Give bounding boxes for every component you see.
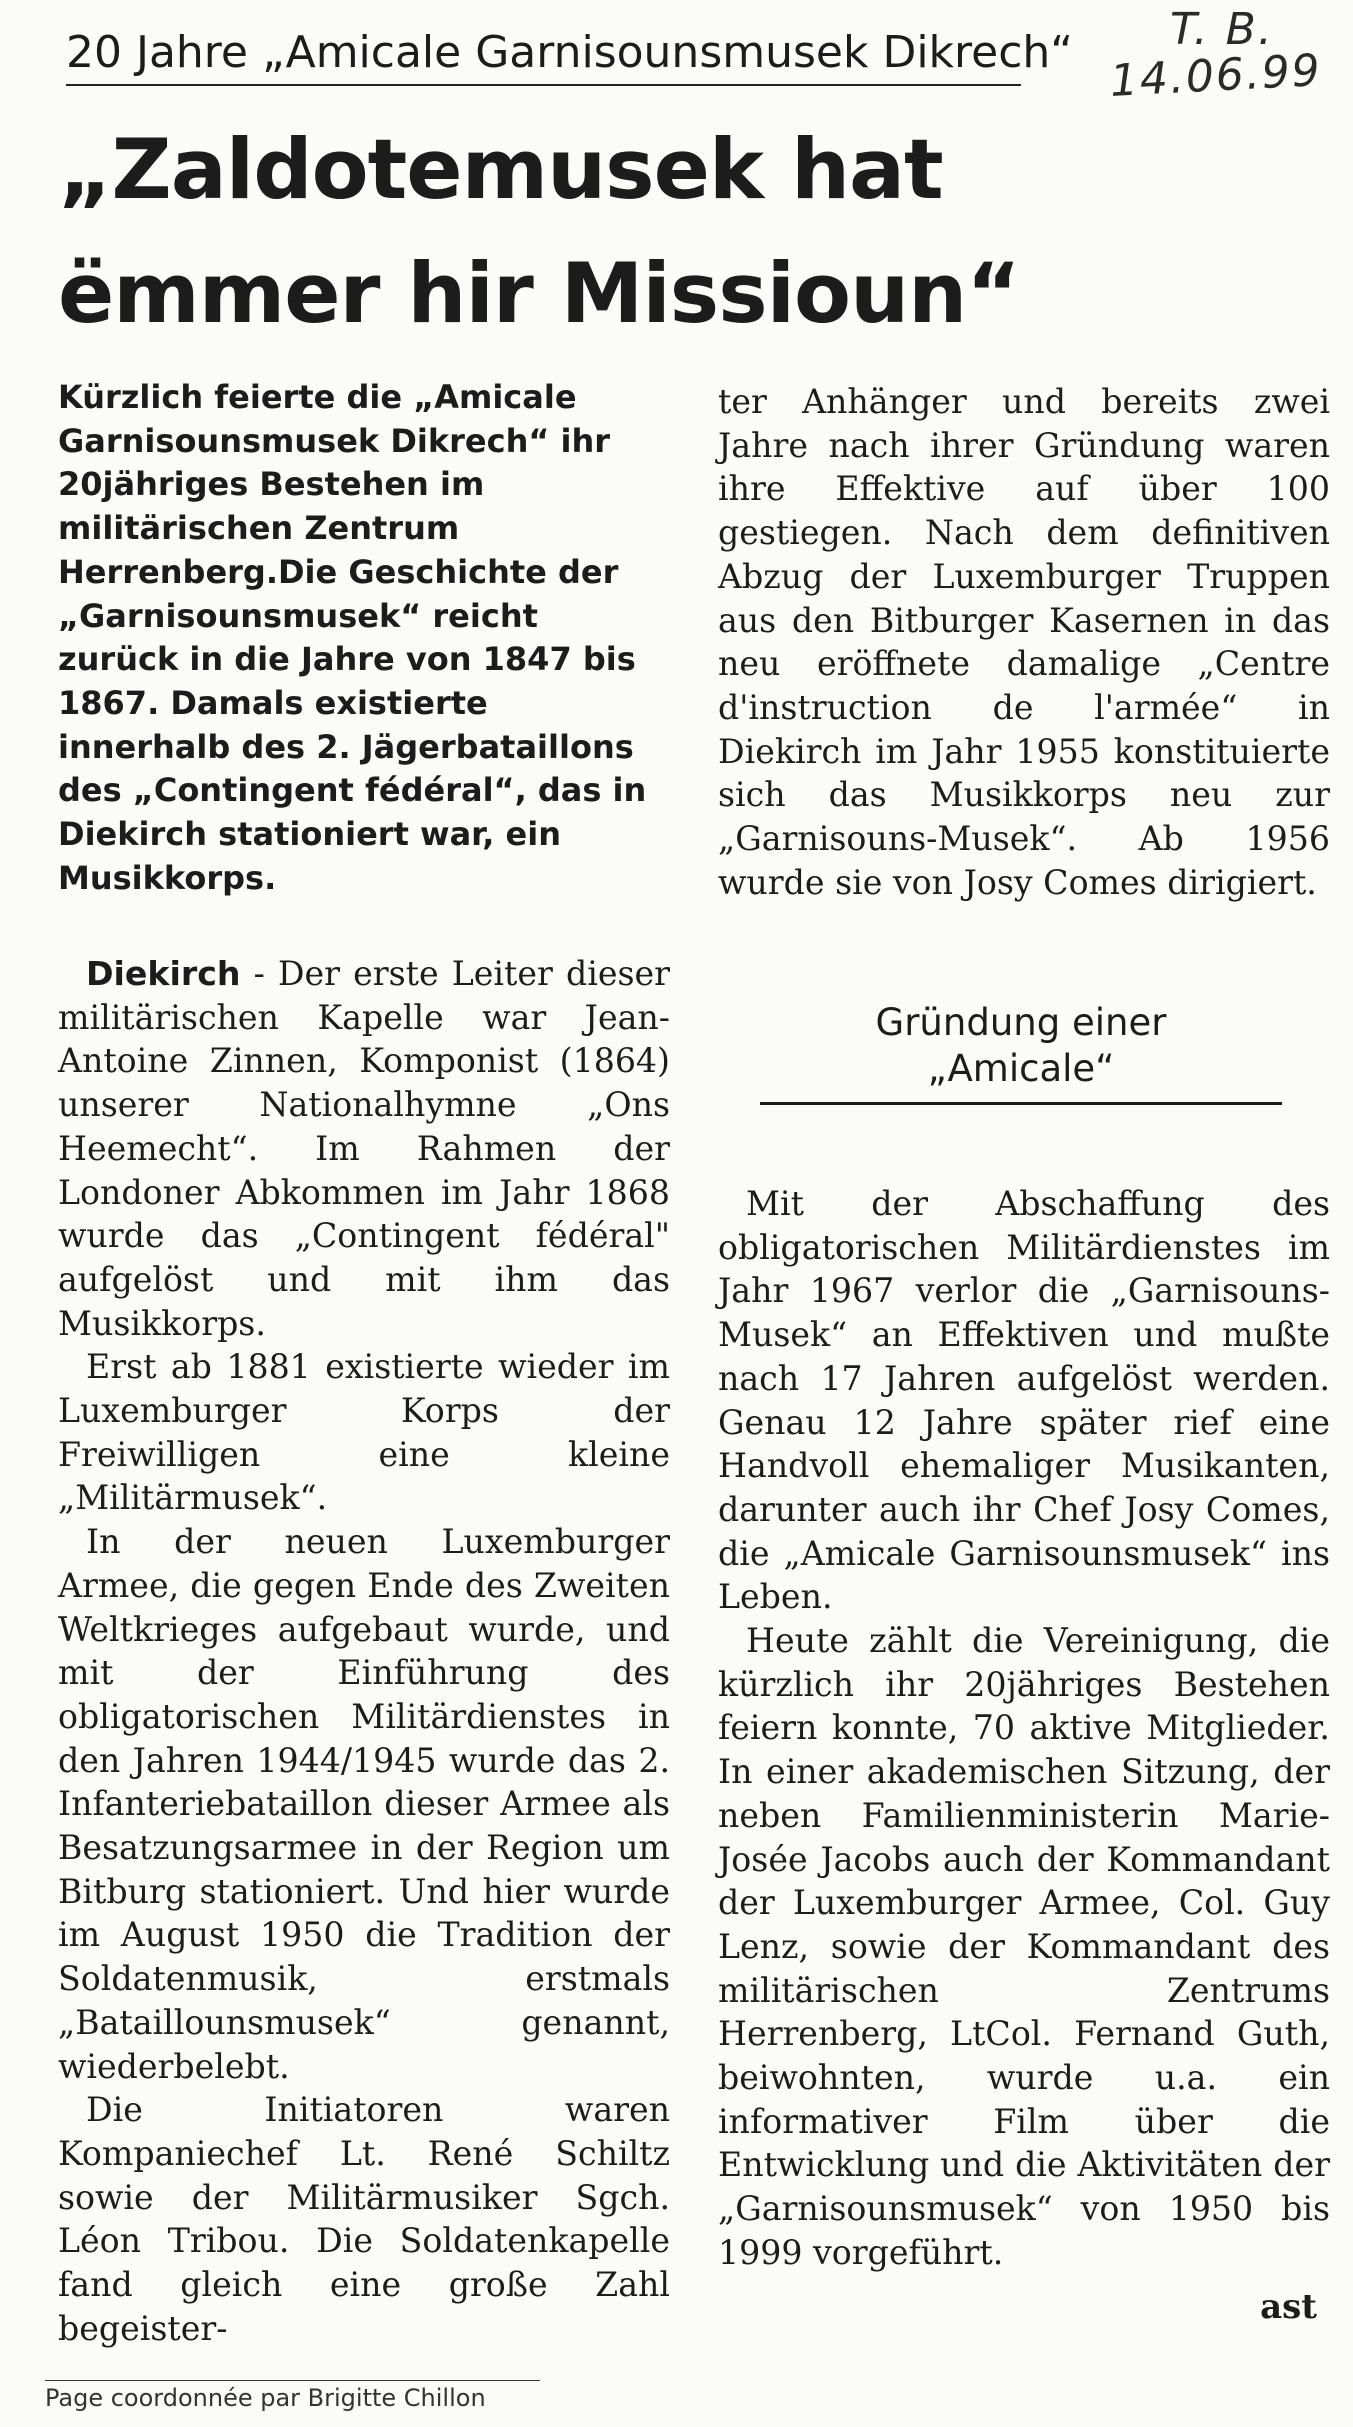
column-2-bottom — [718, 1182, 1330, 2275]
lead-paragraph — [58, 376, 668, 900]
body-paragraph-1-text: - Der erste Leiter dieser militärischen Kapelle war Jean-Antoine Zinnen, Komponist (1864) unserer Nationalhymne „Ons Heemecht“. Im Rahmen der Londoner Abkommen im Jahr 1868 wurde das „Contingent fédéral" aufgelöst und mit ihm das Musikkorps. — [58, 954, 670, 1343]
lead-text: Kürzlich feierte die „Amicale Garnisounsmusek Dikrech“ ihr 20jähriges Bestehen im militärischen Zentrum Herrenberg.Die Geschichte der „Garnisounsmusek“ reicht zurück in die Jahre von 1847 bis 1867. Damals existierte innerhalb des 2. Jägerbataillons des „Contingent fédéral“, das in Diekirch stationiert war, ein Musikkorps. — [58, 378, 647, 897]
column-2-top — [718, 380, 1330, 904]
body-paragraph-3: In der neuen Luxemburger Armee, die gegen Ende des Zweiten Weltkrieges aufgebaut wurde, und mit der Einführung des obligatorischen Militärdienstes in den Jahren 1944/1945 wurde das 2. Infanteriebataillon dieser Armee als Besatzungsarmee in der Region um Bitburg stationiert. Und hier wurde im August 1950 die Tradition der Soldatenmusik, erstmals „Bataillounsmusek“ genannt, wiederbelebt. — [58, 1522, 670, 2086]
body-paragraph-5: ter Anhänger und bereits zwei Jahre nach ihrer Gründung waren ihre Effektive auf über 100 gestiegen. Nach dem definitiven Abzug der Luxemburger Truppen aus den Bitburger Kasernen in das neu eröffnete damalige „Centre d'instruction de l'armée“ in Diekirch im Jahr 1955 konstituierte sich das Musikkorps neu zur „Garnisouns-Musek“. Ab 1956 wurde sie von Josy Comes dirigiert. — [718, 382, 1330, 902]
headline — [58, 108, 1058, 356]
subheading-rule — [760, 1102, 1282, 1105]
subheading-line-1: Gründung einer — [875, 1001, 1167, 1044]
body-paragraph-4: Die Initiatoren waren Kompaniechef Lt. René Schiltz sowie der Militärmusiker Sgch. Léon Tribou. Die Soldatenkapelle fand gleich eine große Zahl begeister- — [58, 2090, 670, 2348]
subheading — [760, 1000, 1282, 1092]
body2-paragraph-2: Heute zählt die Vereinigung, die kürzlich ihr 20jähriges Bestehen feiern konnte, 70 aktive Mitglieder. In einer akademischen Sitzung, der neben Familienministerin Marie-Josée Jacobs auch der Kommandant der Luxemburger Armee, Col. Guy Lenz, sowie der Kommandant des militärischen Zentrums Herrenberg, LtCol. Fernand Guth, beiwohnten, wurde u.a. ein informativer Film über die Entwicklung und die Aktivitäten der „Garnisounsmusek“ von 1950 bis 1999 vorgeführt. — [718, 1621, 1330, 2272]
handwritten-note — [1110, 4, 1345, 108]
dateline: Diekirch — [86, 954, 241, 993]
headline-line-2: ëmmer hir Missioun“ — [58, 245, 1020, 342]
author-signature: ast — [1260, 2287, 1317, 2327]
column-1-body — [58, 952, 670, 2351]
body-paragraph-2: Erst ab 1881 existierte wieder im Luxemburger Korps der Freiwilligen eine kleine „Militärmusek“. — [58, 1347, 670, 1518]
handnote-date: 14.06.99 — [1108, 44, 1323, 107]
headline-line-1: „Zaldotemusek hat — [58, 121, 943, 218]
subheading-line-2: „Amicale“ — [927, 1047, 1115, 1090]
body2-paragraph-1: Mit der Abschaffung des obligatorischen Militärdienstes im Jahr 1967 verlor die „Garnisouns-Musek“ an Effektiven und mußte nach 17 Jahren aufgelöst werden. Genau 12 Jahre später rief eine Handvoll ehemaliger Musikanten, darunter auch ihr Chef Josy Comes, die „Amicale Garnisounsmusek“ ins Leben. — [718, 1184, 1330, 1617]
page-footer: Page coordonnée par Brigitte Chillon — [45, 2380, 540, 2413]
body-paragraph-1 — [58, 952, 670, 1345]
handnote-line-1: T. B. — [1170, 4, 1274, 55]
kicker: 20 Jahre „Amicale Garnisounsmusek Dikrech“ — [66, 24, 1021, 86]
